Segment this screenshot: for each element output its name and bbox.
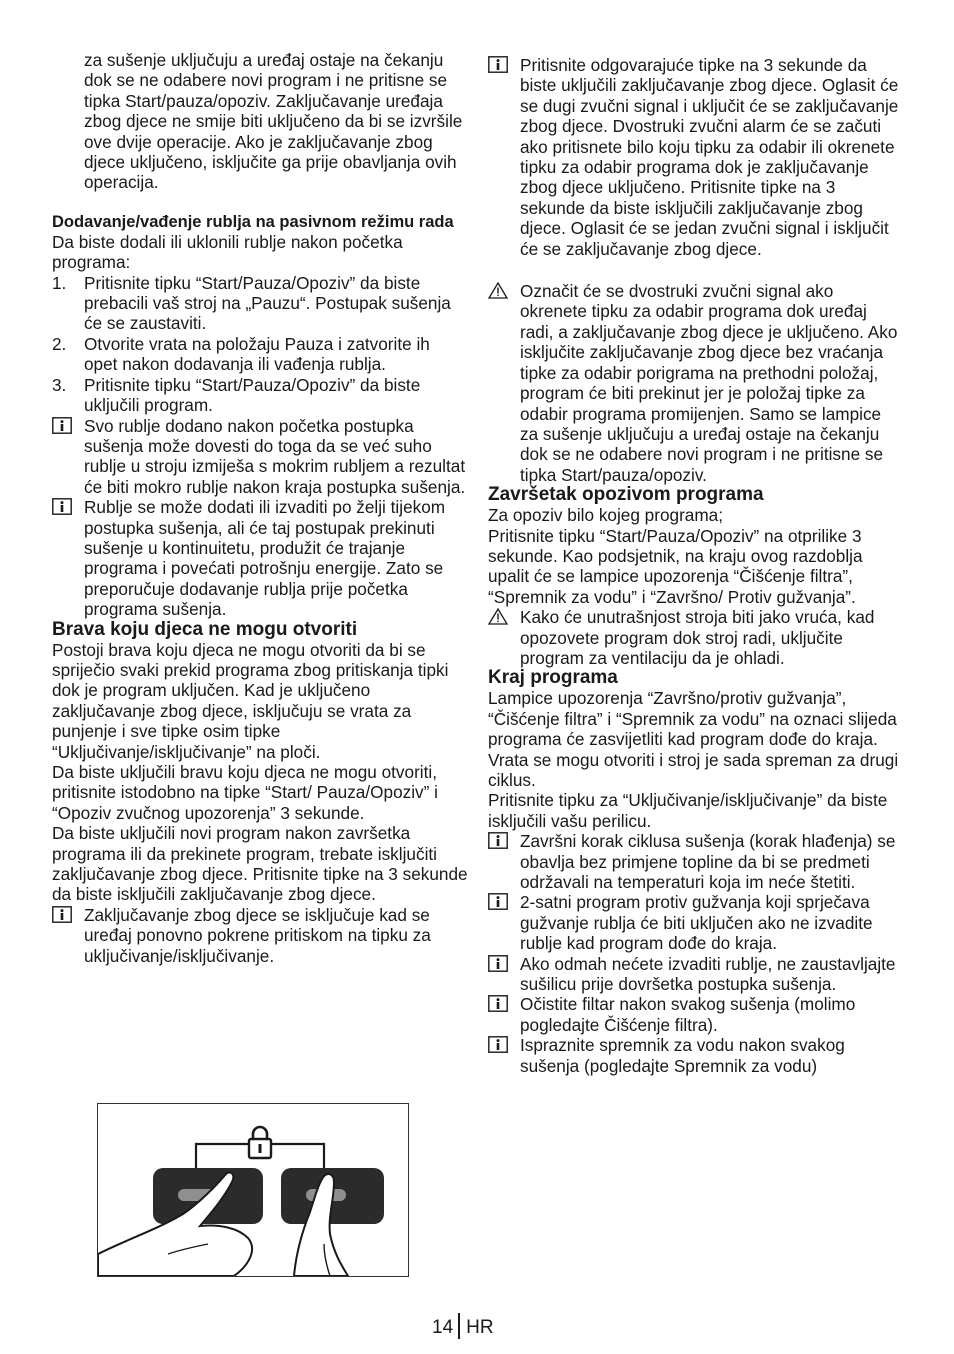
passive-heading: Dodavanje/vađenje rublja na pasivnom režimu rada xyxy=(52,212,454,231)
warning-icon xyxy=(488,282,508,299)
info-icon xyxy=(488,893,508,910)
cancel-paragraph: Pritisnite tipku “Start/Pauza/Opoziv” na otprilike 3 sekunde. Kao podsjetnik, na kraju ovog razdoblja upalit će se lampice upozorenja “Čišćenje filtra”, “Spremnik za vodu” i “Završno/ Protiv gužvanja”. xyxy=(488,525,863,607)
warning-icon xyxy=(488,608,508,625)
footer-divider xyxy=(458,1313,460,1339)
list-item xyxy=(52,273,468,334)
hands-pressing-buttons-illustration xyxy=(98,1104,408,1276)
info-icon xyxy=(488,1036,508,1053)
lock-paragraph: Postoji brava koju djeca ne mogu otvoriti da bi se spriječio svaki prekid programa zbog pritiskanja tipki dok je program uključen. Kad je uključeno zaključavanje zbog djece, isključuju se vrata za punjenje i sve tipke osim tipke “Uključivanje/isključivanje” na ploči. xyxy=(52,639,449,762)
step-text: Otvorite vrata na položaju Pauza i zatvorite ih opet nakon dodavanja ili vađenja rublja. xyxy=(84,333,430,375)
note-text: Svo rublje dodano nakon početka postupka sušenja može dovesti do toga da se već suho rublje u stroju izmiješa s mokrim rubljem a rezultat će biti mokro rublje nakon kraja postupka sušenja. xyxy=(84,415,466,497)
lock-heading: Brava koju djeca ne mogu otvoriti xyxy=(52,618,358,640)
info-icon xyxy=(488,56,508,73)
note-text: Rublje se može dodati ili izvaditi po želji tijekom postupka sušenja, ali će taj postupak prekinuti sušenje u kontinuitetu, produžit će trajanje programa i povećati potrošnju energije. Zato se preporučuje dodavanje rublja prije početka programa sušenja. xyxy=(84,497,446,620)
info-icon xyxy=(52,906,72,923)
cancel-heading: Završetak opozivom programa xyxy=(488,484,764,506)
passive-intro: Da biste dodali ili uklonili rublje nakon početka programa: xyxy=(52,231,403,273)
steps-list xyxy=(52,273,468,416)
list-item xyxy=(52,334,468,375)
language-code: HR xyxy=(466,1317,494,1338)
child-lock-illustration xyxy=(97,1103,409,1277)
info-icon xyxy=(488,995,508,1012)
info-note xyxy=(488,1035,904,1076)
warning-note xyxy=(488,281,904,485)
end-paragraph: Lampice upozorenja “Završno/protiv gužvanja”, “Čišćenje filtra” i “Spremnik za vodu” na oznaci slijeda programa će zasvijetliti kad program dođe do kraja. Vrata se mogu otvoriti i stroj je sada spreman za drugi ciklus. xyxy=(488,688,899,790)
left-column xyxy=(52,50,468,966)
info-icon xyxy=(52,498,72,515)
note-text: Označit će se dvostruki zvučni signal ako okrenete tipku za odabir programa dok uređaj radi, a zaključavanje zbog djece je uključeno. Ako isključite zaključavanje zbog djece bez vraćanja tipke za odabir porigrama na prethodni položaj, program će biti prekinut jer je položaj tipke za odabir programa promijenjen. Samo se lampice za sušenje uključuju a uređaj ostaje na čekanju dok se ne odabere novi program i ne pritisne se tipka Start/pauza/opoziv. xyxy=(520,281,898,485)
info-note xyxy=(488,954,904,995)
intro-paragraph: za sušenje uključuju a uređaj ostaje na čekanju dok se ne odabere novi program i ne pritisne se tipka Start/pauza/opoziv. Zaključavanje uređaja zbog djece ne smije biti uključeno da bi se izvršile ove dvije operacije. Ako je zaključavanje zbog djece uključeno, isključite ga prije obavljanja ovih operacija. xyxy=(84,50,463,193)
note-text: Zaključavanje zbog djece se isključuje kad se uređaj ponovno pokrene pritiskom na tipku za uključivanje/isključivanje. xyxy=(84,904,431,966)
page-number: 14 xyxy=(432,1317,454,1338)
note-text: Završni korak ciklusa sušenja (korak hlađenja) se obavlja bez primjene topline da bi se predmeti održavali na temperaturi koja im neće štetiti. xyxy=(520,831,896,893)
info-note xyxy=(488,994,904,1035)
note-text: Pritisnite odgovarajuće tipke na 3 sekunde da biste uključili zaključavanje zbog djece. Oglasit će se dugi zvučni signal i uključit će se zaključavanje zbog djece. Dvostruki zvučni alarm će se začuti ako pritisnete bilo koju tipku za odabir ili okrenete tipku za odabir programa dok je zaključavanje zbog djece uključeno. Pritisnite tipke na 3 sekunde da biste isključili zaključavanje zbog djece. Oglasit će se jedan zvučni signal i isključit će se zaključavanje zbog djece. xyxy=(520,55,899,259)
info-note xyxy=(488,892,904,953)
info-note xyxy=(488,831,904,892)
right-column xyxy=(488,55,904,1076)
end-paragraph: Pritisnite tipku za “Uključivanje/isključivanje” da biste isključili vašu perilicu. xyxy=(488,790,888,831)
warning-note xyxy=(488,607,904,668)
page-footer xyxy=(432,1313,494,1340)
lock-icon xyxy=(249,1127,271,1158)
note-text: Ispraznite spremnik za vodu nakon svakog sušenja (pogledajte Spremnik za vodu) xyxy=(520,1035,845,1076)
end-heading: Kraj programa xyxy=(488,667,618,689)
info-note xyxy=(52,416,468,498)
note-text: Ako odmah nećete izvaditi rublje, ne zaustavljajte sušilicu prije dovršetka postupka sušenja. xyxy=(520,953,896,995)
info-note xyxy=(488,55,904,259)
note-text: Kako će unutrašnjost stroja biti jako vruća, kad opozovete program dok stroj radi, uključite program za ventilaciju da je ohladi. xyxy=(520,607,875,668)
list-item xyxy=(52,375,468,416)
cancel-paragraph: Za opoziv bilo kojeg programa; xyxy=(488,505,724,526)
note-text: Očistite filtar nakon svakog sušenja (molimo pogledajte Čišćenje filtra). xyxy=(520,994,856,1035)
step-number: 1. xyxy=(52,272,67,293)
info-icon xyxy=(52,417,72,434)
step-number: 3. xyxy=(52,374,67,395)
info-note xyxy=(52,497,468,619)
step-text: Pritisnite tipku “Start/Pauza/Opoziv” da biste prebacili vaš stroj na „Pauzu“. Postupak sušenja će se zaustaviti. xyxy=(84,272,451,334)
note-text: 2-satni program protiv gužvanja koji sprječava gužvanje rublja će biti uključen ako ne izvadite rublje kad program dođe do kraja. xyxy=(520,892,873,954)
lock-paragraph: Da biste uključili bravu koju djeca ne mogu otvoriti, pritisnite istodobno na tipke “Start/ Pauza/Opoziv” i “Opoziv zvučnog upozorenja” 3 sekunde. xyxy=(52,762,438,823)
info-icon xyxy=(488,955,508,972)
info-note xyxy=(52,905,468,966)
info-icon xyxy=(488,832,508,849)
step-number: 2. xyxy=(52,333,67,354)
lock-paragraph: Da biste uključili novi program nakon završetka programa ili da prekinete program, trebate isključiti zaključavanje zbog djece. Pritisnite tipke na 3 sekunde da biste isključili zaključavanje zbog djece. xyxy=(52,823,468,905)
step-text: Pritisnite tipku “Start/Pauza/Opoziv” da biste uključili program. xyxy=(84,374,421,416)
